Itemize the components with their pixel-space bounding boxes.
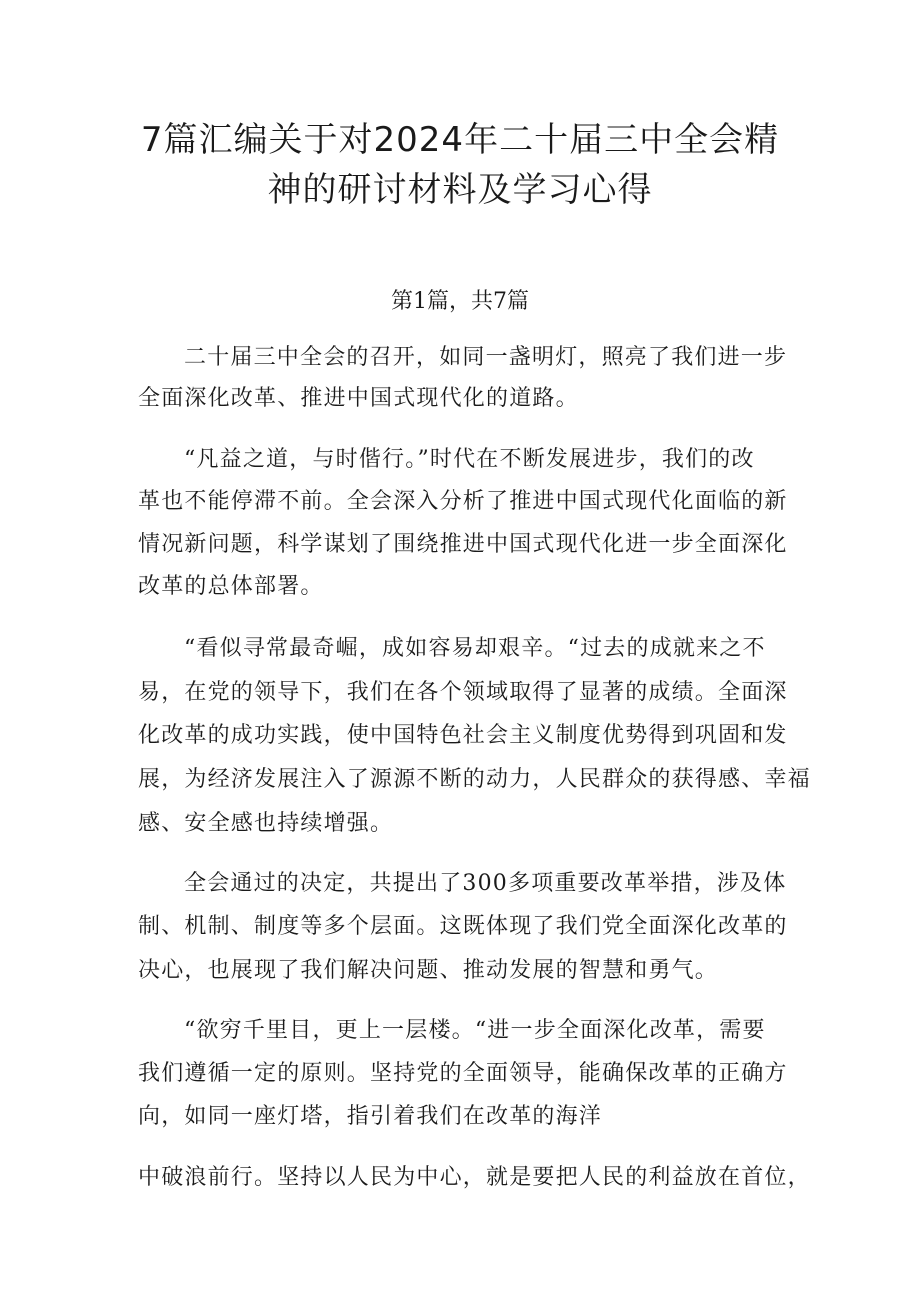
body-line: 二十届三中全会的召开，如同一盏明灯，照亮了我们进一步 [184, 345, 788, 370]
body-line: 展，为经济发展注入了源源不断的动力，人民群众的获得感、幸福 [138, 767, 811, 792]
body-line: 情况新问题，科学谋划了围绕推进中国式现代化进一步全面深化 [138, 532, 788, 557]
section-label: 第1篇，共7篇 [391, 289, 529, 314]
document-title-line-1: 7篇汇编关于对2024年二十届三中全会精 [140, 120, 780, 160]
body-line: 革也不能停滞不前。全会深入分析了推进中国式现代化面临的新 [138, 489, 788, 514]
body-line: 化改革的成功实践，使中国特色社会主义制度优势得到巩固和发 [138, 723, 788, 748]
body-line: 感、安全感也持续增强。 [138, 811, 394, 836]
document-title-line-2: 神的研讨材料及学习心得 [267, 170, 653, 210]
body-line: “欲穷千里目，更上一层楼。“进一步全面深化改革，需要 [184, 1018, 766, 1043]
body-line: “凡益之道，与时偕行。”时代在不断发展进步，我们的改 [184, 447, 755, 472]
body-line: 中破浪前行。坚持以人民为中心，就是要把人民的利益放在首位， [138, 1165, 811, 1190]
body-line: 改革的总体部署。 [138, 574, 324, 599]
body-line: 我们遵循一定的原则。坚持党的全面领导，能确保改革的正确方 [138, 1061, 788, 1086]
body-line: 易，在党的领导下，我们在各个领域取得了显著的成绩。全面深 [138, 680, 788, 705]
body-line: “看似寻常最奇崛，成如容易却艰辛。“过去的成就来之不 [184, 636, 766, 661]
body-line: 决心，也展现了我们解决问题、推动发展的智慧和勇气。 [138, 958, 719, 983]
body-line: 向，如同一座灯塔，指引着我们在改革的海洋 [138, 1104, 603, 1129]
body-line: 全会通过的决定，共提出了300多项重要改革举措，涉及体 [184, 871, 787, 896]
body-line: 全面深化改革、推进中国式现代化的道路。 [138, 386, 579, 411]
body-line: 制、机制、制度等多个层面。这既体现了我们党全面深化改革的 [138, 914, 788, 939]
